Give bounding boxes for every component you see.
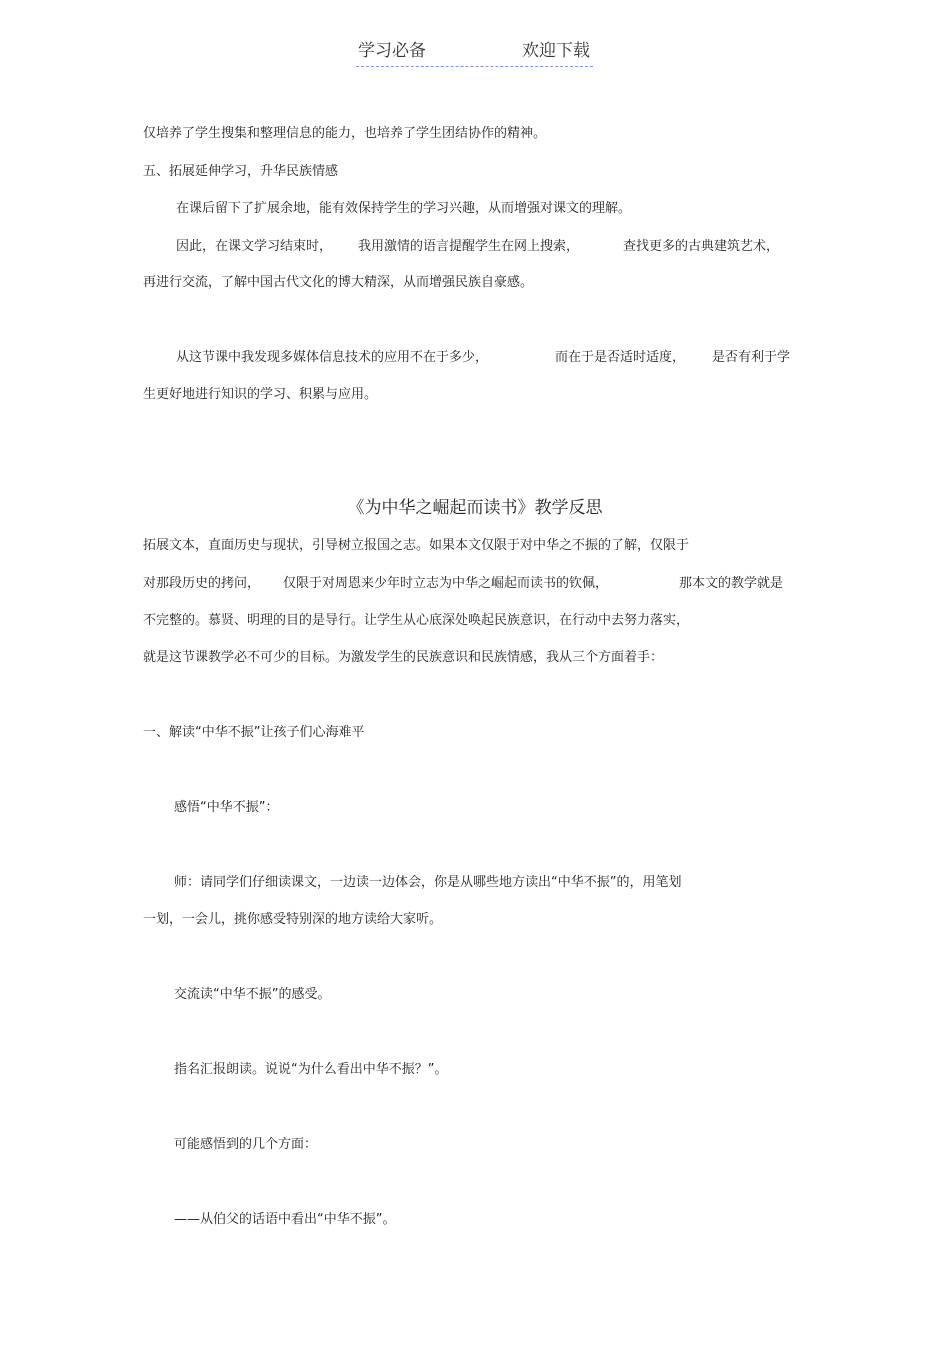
paragraph-line-segment: 对那段历史的拷问，	[143, 576, 261, 591]
paragraph-line-segment: 而在于是否适时适度，	[555, 350, 686, 365]
section-heading: 五、拓展延伸学习，升华民族情感	[143, 164, 339, 179]
header-right-text: 欢迎下载	[522, 41, 590, 61]
paragraph-line: 就是这节课教学必不可少的目标。为激发学生的民族意识和民族情感，我从三个方面着手：	[143, 650, 664, 665]
paragraph-line: 交流读“中华不振”的感受。	[174, 987, 331, 1002]
article-title: 《为中华之崛起而读书》教学反思	[347, 498, 603, 518]
paragraph-line: 师：请同学们仔细读课文，一边读一边体会，你是从哪些地方读出“中华不振”的，用笔划	[174, 875, 682, 890]
page-header	[356, 40, 593, 67]
paragraph-line: 生更好地进行知识的学习、积累与应用。	[143, 387, 378, 402]
paragraph-line: 仅培养了学生搜集和整理信息的能力，也培养了学生团结协作的精神。	[143, 126, 547, 141]
paragraph-line: 指名汇报朗读。说说“为什么看出中华不振？”。	[174, 1062, 448, 1077]
paragraph-line: 拓展文本，直面历史与现状，引导树立报国之志。如果本文仅限于对中华之不振的了解，仅限于	[143, 538, 690, 553]
paragraph-line-segment: 从这节课中我发现多媒体信息技术的应用不在于多少，	[176, 350, 489, 365]
paragraph-line: 不完整的。慕贤、明理的目的是导行。让学生从心底深处唤起民族意识，在行动中去努力落实，	[143, 613, 690, 628]
paragraph-line-segment: 查找更多的古典建筑艺术，	[623, 239, 780, 254]
header-left-text: 学习必备	[358, 41, 426, 61]
paragraph-line: ——从伯父的话语中看出“中华不振”。	[174, 1212, 396, 1227]
section-heading: 一、解读“中华不振”让孩子们心海难平	[143, 725, 365, 740]
sub-heading: 感悟“中华不振”：	[174, 800, 279, 815]
paragraph-line-segment: 因此，在课文学习结束时，	[176, 239, 333, 254]
paragraph-line: 可能感悟到的几个方面：	[174, 1137, 318, 1152]
paragraph-line-segment: 仅限于对周恩来少年时立志为中华之崛起而读书的钦佩，	[283, 576, 609, 591]
paragraph-line: 在课后留下了扩展余地，能有效保持学生的学习兴趣，从而增强对课文的理解。	[176, 201, 632, 216]
paragraph-line-segment: 是否有利于学	[712, 350, 791, 365]
paragraph-line: 一划，一会儿，挑你感受特别深的地方读给大家听。	[143, 912, 443, 927]
paragraph-line-segment: 那本文的教学就是	[679, 576, 784, 591]
paragraph-line-segment: 我用激情的语言提醒学生在网上搜索，	[358, 239, 580, 254]
paragraph-line: 再进行交流，了解中国古代文化的博大精深，从而增强民族自豪感。	[143, 275, 534, 290]
